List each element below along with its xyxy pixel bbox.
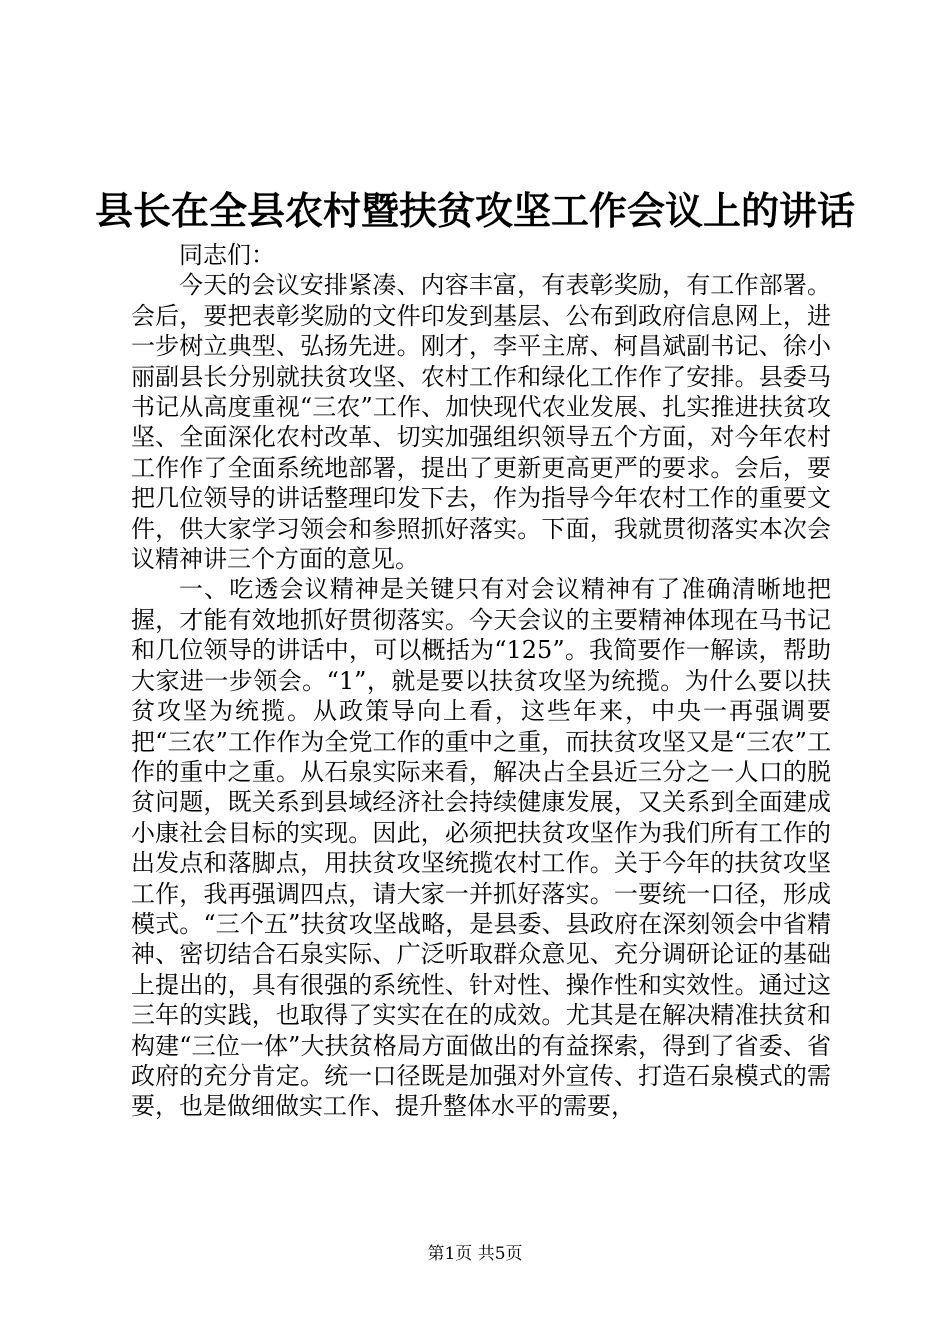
document-title: 县长在全县农村暨扶贫攻坚工作会议上的讲话 xyxy=(94,188,855,233)
paragraph: 一、吃透会议精神是关键只有对会议精神有了准确清晰地把握，才能有效地抓好贯彻落实。今天会议的主要精神体现在马书记和几位领导的讲话中，可以概括为“125”。我简要作一解读，帮助大家进一步领会。“1”，就是要以扶贫攻坚为统揽。为什么要以扶贫攻坚为统揽。从政策导向上看，这些年来，中央一再强调要把“三农”工作作为全党工作的重中之重，而扶贫攻坚又是“三农”工作的重中之重。从石泉实际来看，解决占全县近三分之一人口的脱贫问题，既关系到县域经济社会持续健康发展，又关系到全面建成小康社会目标的实现。因此，必须把扶贫攻坚作为我们所有工作的出发点和落脚点，用扶贫攻坚统揽农村工作。关于今年的扶贫攻坚工作，我再强调四点，请大家一并抓好落实。一要统一口径，形成模式。“三个五”扶贫攻坚战略，是县委、县政府在深刻领会中省精神、密切结合石泉实际、广泛听取群众意见、充分调研论证的基础上提出的，具有很强的系统性、针对性、操作性和实效性。通过这三年的实践，也取得了实实在在的成效。尤其是在解决精准扶贫和构建“三位一体”大扶贫格局方面做出的有益探索，得到了省委、省政府的充分肯定。统一口径既是加强对外宣传、打造石泉模式的需要，也是做细做实工作、提升整体水平的需要， xyxy=(131,575,831,1121)
document-body xyxy=(131,240,831,1122)
paragraph: 今天的会议安排紧凑、内容丰富，有表彰奖励，有工作部署。会后，要把表彰奖励的文件印发到基层、公布到政府信息网上，进一步树立典型、弘扬先进。刚才，李平主席、柯昌斌副书记、徐小丽副县长分别就扶贫攻坚、农村工作和绿化工作作了安排。县委马书记从高度重视“三农”工作、加快现代农业发展、扎实推进扶贫攻坚、全面深化农村改革、切实加强组织领导五个方面，对今年农村工作作了全面系统地部署，提出了更新更高更严的要求。会后，要把几位领导的讲话整理印发下去，作为指导今年农村工作的重要文件，供大家学习领会和参照抓好落实。下面，我就贯彻落实本次会议精神讲三个方面的意见。 xyxy=(131,271,831,574)
salutation: 同志们： xyxy=(179,241,275,269)
page-number-footer: 第1页 共5页 xyxy=(427,1244,523,1264)
